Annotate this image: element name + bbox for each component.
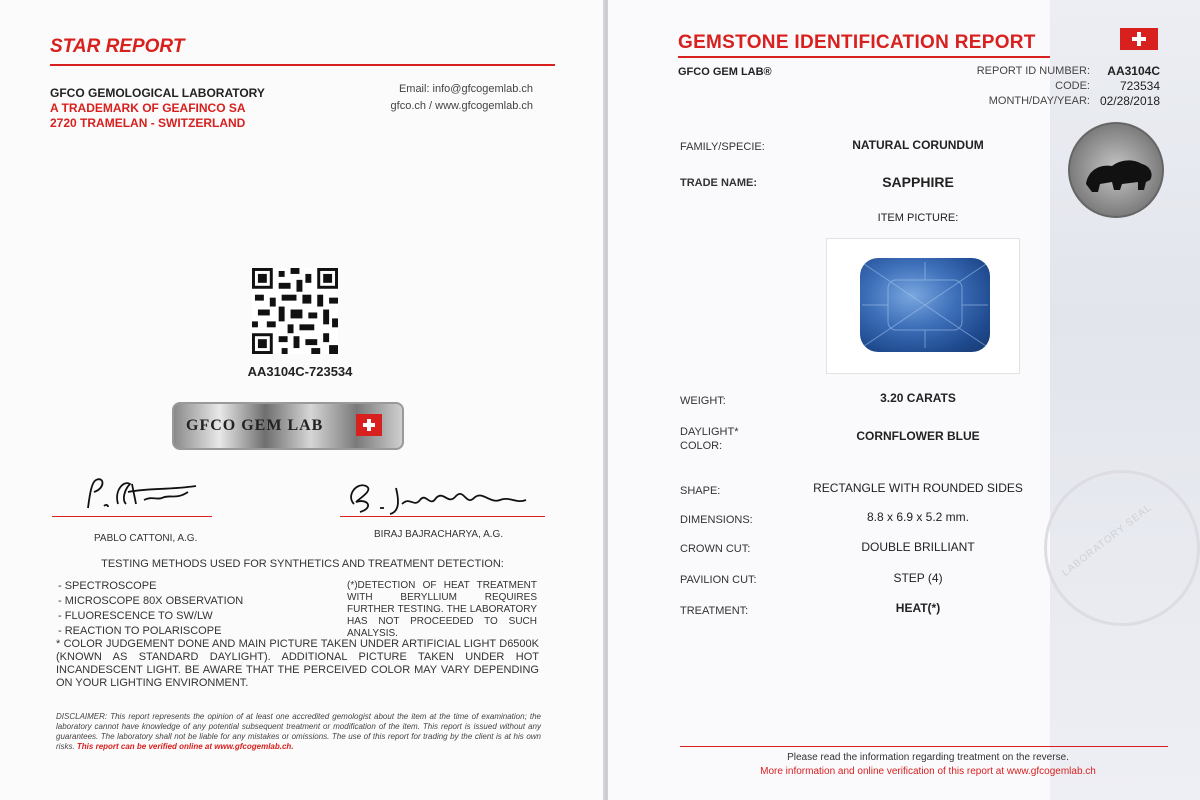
swiss-flag-icon [1120,28,1158,50]
color-judgement-note: * COLOR JUDGEMENT DONE AND MAIN PICTURE TAKEN UNDER ARTIFICIAL LIGHT D6500K (KNOWN AS STANDARD DAYLIGHT). ADDITIONAL PICTURE TAKEN UNDER HOT INCANDESCENT LIGHT. BE AWARE THAT THE PERCEIVED COLOR MAY VARY DEPENDING ON YOUR LIGHTING ENVIRONMENT. [56,638,539,689]
qr-code [252,268,338,354]
lab-brand: GFCO GEM LAB® [678,66,772,78]
footer-note: Please read the information regarding treatment on the reverse. [787,752,1069,763]
pavilion-cut-label: PAVILION CUT: [680,574,757,586]
dimensions-value: 8.8 x 6.9 x 5.2 mm. [866,510,970,524]
item-picture-label: ITEM PICTURE: [877,212,959,224]
star-report-title: STAR REPORT [50,36,185,57]
laboratory-seal-text: LABORATORY SEAL [1060,502,1155,579]
swiss-flag-icon [356,414,382,436]
date-value: 02/28/2018 [1099,94,1160,108]
gemstone-report-page [608,0,1200,800]
method-item: - REACTION TO POLARISCOPE [58,625,222,637]
footer-rule [680,746,1168,747]
lab-trademark: A TRADEMARK OF GEAFINCO SA [50,101,246,115]
treatment-value: HEAT(*) [895,601,941,615]
signer-name-2: BIRAJ BAJRACHARYA, A.G. [374,529,504,540]
laboratory-seal-emboss [1044,470,1200,626]
testing-methods-list [58,579,243,639]
lab-email: Email: info@gfcogemlab.ch [398,83,533,95]
method-item: - MICROSCOPE 80X OBSERVATION [58,595,244,607]
lab-name: GFCO GEMOLOGICAL LABORATORY [50,86,265,100]
crown-cut-value: DOUBLE BRILLIANT [861,540,975,554]
daylight-label: DAYLIGHT* [680,426,739,438]
dimensions-label: DIMENSIONS: [680,514,753,526]
code-label: CODE: [1055,80,1090,92]
trade-name-value: SAPPHIRE [882,174,954,190]
footer-verification: More information and online verification of this report at www.gfcogemlab.ch [760,766,1096,777]
report-id-label: REPORT ID NUMBER: [976,65,1090,77]
lab-website: gfco.ch / www.gfcogemlab.ch [390,100,533,112]
method-item: - FLUORESCENCE TO SW/LW [58,610,213,622]
signature-cattoni [78,470,218,516]
title-rule [50,64,555,66]
bear-bull-icon [1070,124,1162,216]
code-value: 723534 [1119,79,1160,93]
heat-treatment-note: (*)DETECTION OF HEAT TREATMENT WITH BERYLLIUM REQUIRES FURTHER TESTING. THE LABORATORY HAS NOT PROCEEDED TO SUCH ANALYSIS. [347,580,537,639]
hologram-label: GFCO GEM LAB [186,417,324,434]
pavilion-cut-value: STEP (4) [893,571,943,585]
crown-cut-label: CROWN CUT: [680,543,751,555]
disclaimer [56,712,541,752]
gem-facets [860,258,990,352]
disclaimer-text: DISCLAIMER: This report represents the opinion of at least one accredited gemologist about the item at the time of examination; the laboratory cannot have knowledge of any potential subsequent treatment or modification of the item. This report is issued without any guarantees. The laboratory shall not be liable for any mistakes or omissions. The use of this report for trading by the client is at his own risks. [56,712,541,751]
treatment-label: TREATMENT: [680,605,749,617]
family-value: NATURAL CORUNDUM [852,138,984,152]
gemstone-report-title: GEMSTONE IDENTIFICATION REPORT [678,32,1036,53]
testing-methods-heading: TESTING METHODS USED FOR SYNTHETICS AND TREATMENT DETECTION: [101,558,504,570]
shape-value: RECTANGLE WITH ROUNDED SIDES [813,481,1023,495]
signature-line-2 [340,516,545,517]
color-label: COLOR: [680,440,723,452]
date-label: MONTH/DAY/YEAR: [988,95,1090,107]
signature-bajracharya [340,474,540,518]
family-label: FAMILY/SPECIE: [680,141,765,153]
weight-label: WEIGHT: [680,395,726,407]
report-id-value: AA3104C [1107,64,1160,78]
method-item: - SPECTROSCOPE [58,580,157,592]
lab-address: 2720 TRAMELAN - SWITZERLAND [50,116,246,130]
hologram-seal [1068,122,1164,218]
disclaimer-verify: This report can be verified online at www.gfcogemlab.ch. [76,742,294,751]
report-code: AA3104C-723534 [247,364,353,379]
color-value: CORNFLOWER BLUE [856,429,980,443]
title-rule [678,56,1050,58]
sapphire-photo [860,258,990,352]
trade-name-label: TRADE NAME: [680,177,757,189]
weight-value: 3.20 CARATS [880,391,956,405]
shape-label: SHAPE: [680,485,721,497]
signer-name-1: PABLO CATTONI, A.G. [94,533,198,544]
signature-line-1 [52,516,212,517]
